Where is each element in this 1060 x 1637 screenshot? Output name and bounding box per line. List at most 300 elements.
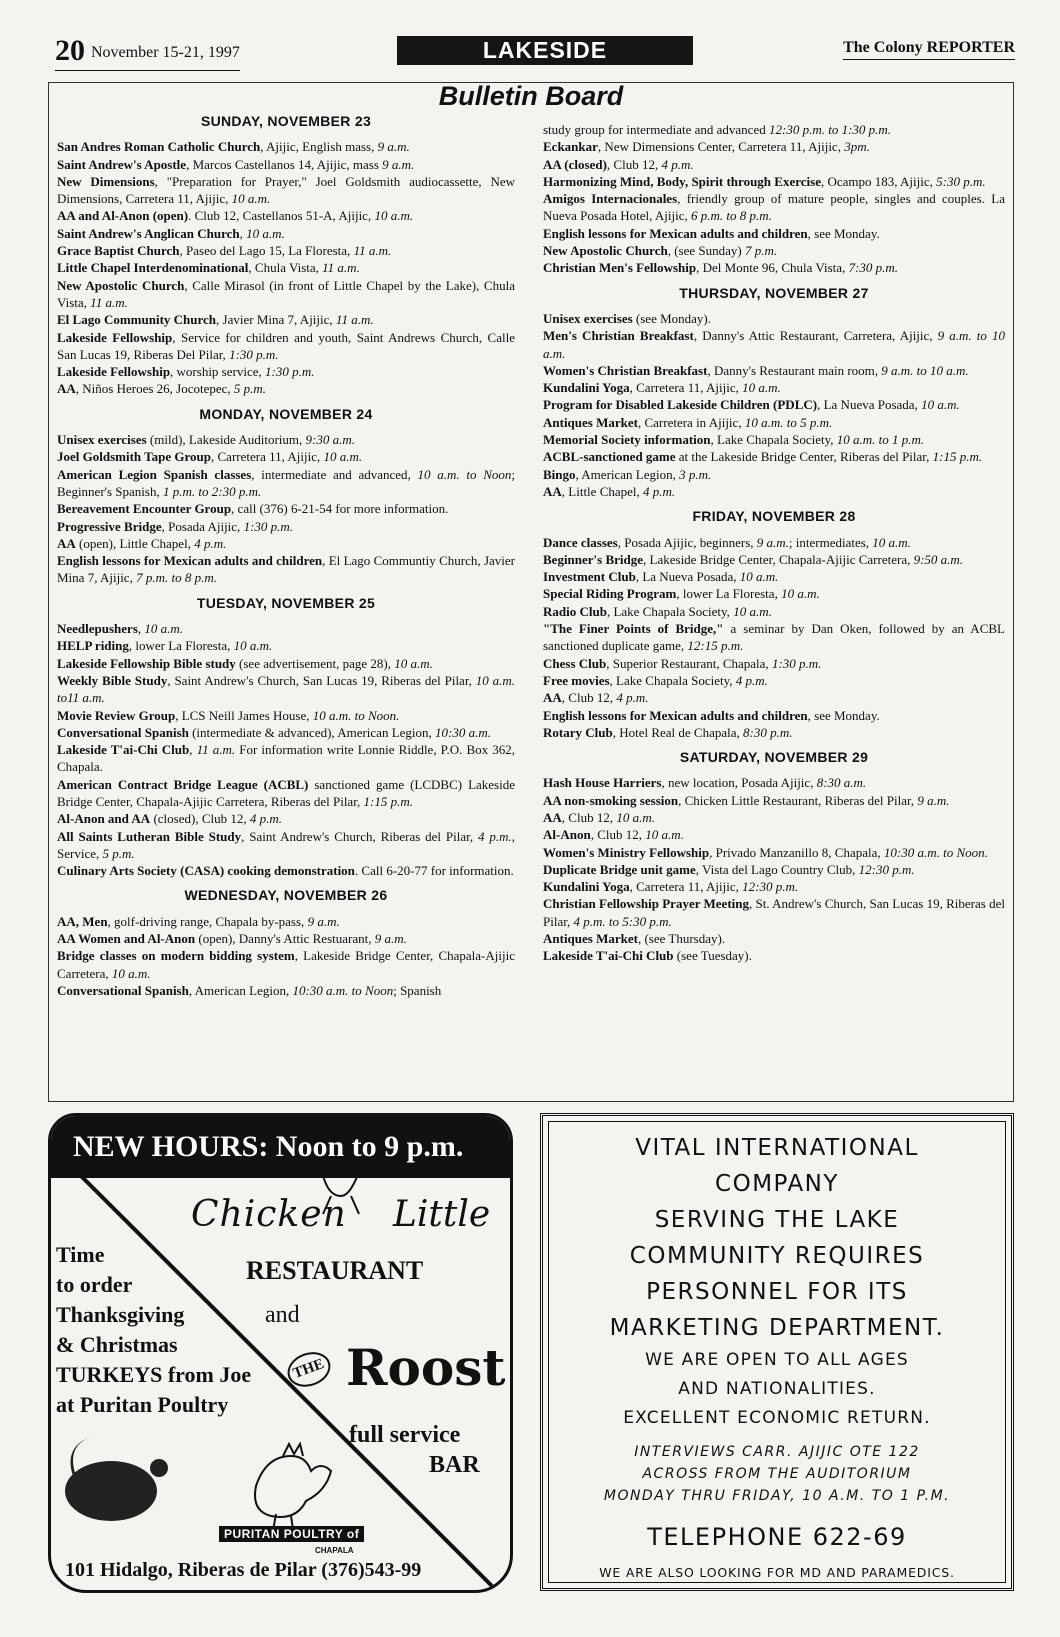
rooster-icon bbox=[255, 1444, 331, 1536]
event-details: , friendly group of mature people, singles and couples. La Nueva Posada Hotel, Ajijic, bbox=[543, 191, 1005, 224]
event-time: 10 a.m. bbox=[394, 655, 433, 671]
event-details: , Marcos Castellanos 14, Ajijic, mass bbox=[186, 156, 383, 172]
event-time: 8:30 p.m. bbox=[743, 724, 793, 740]
event-entry bbox=[57, 913, 515, 930]
event-entry bbox=[57, 828, 515, 863]
event-details: , see Monday. bbox=[807, 225, 880, 241]
event-details: , Service for children and youth, Saint Andrews Church, Calle San Lucas 19, Riberas Del Pilar, bbox=[57, 329, 515, 362]
event-entry bbox=[543, 327, 1005, 362]
event-time: 10 a.m. bbox=[921, 397, 960, 413]
event-name: Conversational Spanish bbox=[57, 724, 189, 740]
event-name: Movie Review Group bbox=[57, 707, 176, 723]
ad-body-line: EXCELLENT ECONOMIC RETURN. bbox=[623, 1408, 931, 1428]
event-name: AA bbox=[543, 483, 562, 499]
event-details: study group for intermediate and advanced bbox=[543, 122, 769, 137]
event-name: Kundalini Yoga bbox=[543, 380, 630, 396]
event-details: , intermediate and advanced, bbox=[251, 466, 418, 482]
event-extra: For information write Lonnie Riddle, P.O. Box 362, Chapala. bbox=[57, 742, 516, 775]
event-name: Program for Disabled Lakeside Children (PDLC) bbox=[543, 397, 818, 413]
day-heading: FRIDAY, NOVEMBER 28 bbox=[692, 508, 856, 525]
event-entry bbox=[57, 672, 515, 707]
event-time: 10 a.m. bbox=[374, 208, 414, 224]
ad-heading-line: COMMUNITY REQUIRES bbox=[629, 1243, 925, 1269]
event-name: Amigos Internacionales bbox=[543, 191, 678, 207]
event-details: , Ajijic, English mass, bbox=[260, 139, 378, 155]
event-entry bbox=[57, 207, 515, 224]
event-name: Men's Christian Breakfast bbox=[543, 328, 694, 344]
event-details: , New Dimensions Center, Carretera 11, Ajijic, bbox=[597, 139, 845, 155]
event-name: Antiques Market bbox=[543, 414, 638, 430]
event-name: Lakeside Fellowship bbox=[57, 364, 171, 380]
event-details: a seminar by Dan Oken, followed by an ACBL sanctioned duplicate game, bbox=[543, 621, 1005, 654]
event-entry bbox=[543, 774, 1005, 791]
event-time: 10 a.m. bbox=[742, 380, 781, 396]
event-name: Lakeside T'ai-Chi Club bbox=[543, 948, 674, 964]
event-time: 5 p.m. bbox=[233, 381, 267, 397]
event-name: Progressive Bridge bbox=[57, 518, 162, 534]
event-details: (intermediate & advanced), American Legion, bbox=[188, 724, 436, 740]
event-entry bbox=[543, 603, 1005, 620]
event-details: , (see Thursday). bbox=[637, 931, 726, 947]
ad-heading-line: COMPANY bbox=[715, 1171, 839, 1197]
event-entry bbox=[543, 707, 1005, 724]
event-time: 11 a.m. bbox=[90, 294, 128, 310]
event-entry bbox=[543, 620, 1005, 655]
event-name: Lakeside Fellowship bbox=[57, 329, 173, 345]
left-column bbox=[57, 113, 515, 999]
event-details: (see Monday). bbox=[632, 310, 711, 326]
ad-interview-line: MONDAY THRU FRIDAY, 10 A.M. TO 1 P.M. bbox=[603, 1488, 951, 1504]
chicken-little-ad bbox=[48, 1113, 513, 1593]
event-time: 10 a.m. bbox=[144, 621, 184, 637]
event-name: American Contract Bridge League (ACBL) bbox=[57, 776, 309, 792]
ad-telephone: TELEPHONE 622-69 bbox=[647, 1523, 907, 1551]
event-name: AA bbox=[543, 690, 562, 706]
event-time: 12:15 p.m. bbox=[687, 638, 744, 654]
event-entry bbox=[543, 362, 1005, 379]
event-details: , see Monday. bbox=[807, 707, 880, 723]
day-heading: SATURDAY, NOVEMBER 29 bbox=[679, 749, 869, 766]
event-details: , Lake Chapala Society, bbox=[710, 432, 837, 448]
event-entry bbox=[57, 776, 515, 811]
event-time: 10 a.m. to Noon. bbox=[312, 707, 400, 723]
event-name: HELP riding bbox=[57, 638, 129, 654]
bulletin-board bbox=[48, 82, 1014, 1102]
event-name: Christian Men's Fellowship bbox=[543, 260, 697, 276]
event-name: AA bbox=[543, 809, 562, 825]
event-time: 1 p.m. to 2:30 p.m. bbox=[162, 483, 262, 499]
event-time: 4 p.m. to 5:30 p.m. bbox=[573, 913, 672, 929]
event-details: , Club 12, bbox=[561, 809, 617, 825]
event-time: 10 a.m. bbox=[233, 638, 273, 654]
event-name: San Andres Roman Catholic Church bbox=[57, 139, 261, 155]
event-time: 1:30 p.m. bbox=[265, 364, 315, 380]
ad-footer: WE ARE ALSO LOOKING FOR MD AND PARAMEDICS. bbox=[599, 1565, 955, 1580]
restaurant-label: RESTAURANT bbox=[246, 1256, 424, 1285]
event-time: 10 a.m. to 5 p.m. bbox=[744, 414, 833, 430]
event-time: 8:30 a.m. bbox=[816, 775, 867, 791]
event-entry bbox=[57, 930, 515, 947]
event-name: Al-Anon and AA bbox=[57, 811, 151, 827]
event-details: , Vista del Lago Country Club, bbox=[695, 861, 859, 877]
event-entry bbox=[543, 242, 1005, 259]
event-time: 10 a.m. bbox=[323, 449, 363, 465]
event-time: 1:30 p.m. bbox=[771, 655, 822, 671]
event-time: 10 a.m. bbox=[733, 603, 772, 619]
event-name: Beginner's Bridge bbox=[543, 551, 644, 567]
event-time: 6 p.m. to 8 p.m. bbox=[691, 208, 772, 224]
event-details: , bbox=[137, 621, 145, 637]
event-entry bbox=[57, 620, 515, 637]
event-name: Special Riding Program bbox=[543, 586, 677, 602]
event-details: , (see Sunday) bbox=[667, 243, 745, 259]
ad-interview-line: ACROSS FROM THE AUDITORIUM bbox=[642, 1466, 912, 1482]
event-time: 4 p.m. bbox=[643, 483, 676, 499]
turkey-order-line: Thanksgiving bbox=[56, 1302, 185, 1327]
event-entry bbox=[543, 878, 1005, 895]
event-name: Women's Christian Breakfast bbox=[543, 362, 708, 378]
event-time: 11 a.m. bbox=[353, 243, 392, 259]
event-details: (see advertisement, page 28), bbox=[235, 655, 395, 671]
event-entry bbox=[57, 277, 515, 312]
turkey-order-line: Time bbox=[56, 1242, 105, 1267]
event-details: (open), Danny's Attic Restuarant, bbox=[195, 931, 375, 947]
event-entry bbox=[57, 810, 515, 827]
vital-international-ad bbox=[540, 1113, 1014, 1591]
turkey-order-text bbox=[56, 1240, 251, 1420]
event-details: at the Lakeside Bridge Center, Riberas del Pilar, bbox=[675, 449, 933, 465]
event-entry bbox=[57, 552, 515, 587]
event-entry bbox=[543, 156, 1005, 173]
event-extra: ; Beginner's Spanish, bbox=[57, 466, 516, 499]
event-name: Lakeside Fellowship Bible study bbox=[57, 655, 236, 671]
event-time: 12:30 p.m. bbox=[858, 861, 915, 877]
event-entry bbox=[543, 414, 1005, 431]
event-time: 7:30 p.m. bbox=[848, 260, 899, 276]
ad-spacer bbox=[543, 1433, 1011, 1441]
event-entry bbox=[57, 138, 515, 155]
turkey-order-line: to order bbox=[56, 1272, 133, 1297]
event-name: Free movies bbox=[543, 672, 610, 688]
event-name: Needlepushers bbox=[57, 621, 138, 637]
day-heading: MONDAY, NOVEMBER 24 bbox=[199, 405, 373, 422]
turkey-order-line: & Christmas bbox=[56, 1332, 178, 1357]
event-name: AA and Al-Anon (open) bbox=[57, 208, 189, 224]
event-time: 1:15 p.m. bbox=[363, 793, 413, 809]
event-details: , golf-driving range, Chapala by-pass, bbox=[107, 913, 308, 929]
event-time: 11 a.m. bbox=[196, 742, 236, 758]
event-time: 5 p.m. bbox=[102, 845, 135, 861]
event-time: 12:30 p.m. bbox=[742, 879, 799, 895]
event-entry bbox=[543, 534, 1005, 551]
event-extra: ; Spanish bbox=[393, 982, 442, 998]
masthead bbox=[55, 34, 1015, 68]
event-time: 10 a.m. bbox=[781, 586, 820, 602]
event-details: (open), Little Chapel, bbox=[75, 535, 195, 551]
event-entry bbox=[543, 121, 1005, 138]
event-name: Bingo bbox=[543, 466, 576, 482]
event-entry bbox=[543, 689, 1005, 706]
event-time: 9 a.m. to 10 a.m. bbox=[543, 328, 1006, 361]
event-name: Eckankar bbox=[543, 139, 598, 155]
event-details: , American Legion, bbox=[575, 466, 680, 482]
event-name: New Dimensions bbox=[57, 173, 155, 189]
event-entry bbox=[543, 672, 1005, 689]
event-name: Women's Ministry Fellowship bbox=[543, 844, 710, 860]
event-time: 9:50 a.m. bbox=[913, 551, 964, 567]
event-details: , Lakeside Bridge Center, Chapala-Ajijic Carretera, bbox=[643, 551, 914, 567]
event-details: , Carretera 11, Ajijic, bbox=[211, 449, 324, 465]
ad-interview-line: INTERVIEWS CARR. AJIJIC OTE 122 bbox=[634, 1444, 920, 1460]
event-time: 4 p.m. bbox=[194, 535, 227, 551]
event-time: 1:30 p.m. bbox=[243, 518, 294, 534]
event-details: , Lakeside Bridge Center, Chapala-Ajijic Carretera, bbox=[57, 948, 515, 981]
event-name: Christian Fellowship Prayer Meeting bbox=[543, 896, 749, 912]
event-time: 9 a.m. bbox=[374, 931, 407, 947]
event-time: 10:30 a.m. bbox=[435, 724, 491, 740]
event-entry bbox=[57, 535, 515, 552]
event-entry bbox=[543, 792, 1005, 809]
event-details: , Paseo del Lago 15, La Floresta, bbox=[179, 243, 354, 259]
event-entry bbox=[57, 156, 515, 173]
event-details: , lower La Floresta, bbox=[128, 638, 234, 654]
event-name: American Legion Spanish classes bbox=[57, 466, 252, 482]
and-label: and bbox=[265, 1302, 300, 1328]
event-time: 9 a.m. bbox=[377, 139, 410, 155]
event-name: English lessons for Mexican adults and children bbox=[57, 553, 323, 569]
event-name: Grace Baptist Church bbox=[57, 243, 180, 259]
event-name: Saint Andrew's Apostle bbox=[57, 156, 187, 172]
event-name: Unisex exercises bbox=[57, 432, 147, 448]
event-time: 9 a.m. bbox=[307, 913, 340, 929]
event-details: , St. Andrew's Church, San Lucas 19, Riberas del Pilar, bbox=[543, 896, 1005, 929]
event-details: , Ocampo 183, Ajijic, bbox=[820, 173, 937, 189]
event-name: Bereavement Encounter Group bbox=[57, 501, 232, 517]
event-time: 10 a.m. bbox=[645, 827, 684, 843]
event-details: , call (376) 6-21-54 for more information. bbox=[231, 501, 449, 517]
event-name: Bridge classes on modern bidding system bbox=[57, 948, 295, 964]
event-entry bbox=[57, 741, 515, 776]
event-details: , American Legion, bbox=[188, 982, 293, 998]
event-details: , bbox=[239, 225, 247, 241]
event-entry bbox=[57, 982, 515, 999]
event-name: Memorial Society information bbox=[543, 432, 711, 448]
event-entry bbox=[57, 259, 515, 276]
event-name: Little Chapel Interdenominational bbox=[57, 260, 249, 276]
event-entry bbox=[57, 431, 515, 448]
event-time: 10 a.m. to11 a.m. bbox=[57, 672, 516, 706]
event-name: AA bbox=[57, 381, 76, 397]
ad-body-line: WE ARE OPEN TO ALL AGES bbox=[645, 1350, 909, 1370]
event-time: 5:30 p.m. bbox=[936, 173, 986, 189]
event-name: Investment Club bbox=[543, 569, 636, 585]
event-details: , Club 12, bbox=[561, 690, 617, 706]
ad-spacer bbox=[543, 1116, 1011, 1130]
event-entry bbox=[543, 724, 1005, 741]
event-details: , La Nueva Posada, bbox=[635, 569, 740, 585]
event-details: , Privado Manzanillo 8, Chapala, bbox=[709, 844, 884, 860]
event-details: , Del Monte 96, Chula Vista, bbox=[696, 260, 849, 276]
event-name: Lakeside T'ai-Chi Club bbox=[57, 742, 190, 758]
event-name: AA (closed) bbox=[543, 156, 607, 172]
event-details: , Posada Ajijic, beginners, bbox=[617, 534, 757, 550]
event-name: Culinary Arts Society (CASA) cooking demonstration bbox=[57, 863, 355, 879]
event-details: , worship service, bbox=[170, 364, 265, 380]
event-entry bbox=[57, 655, 515, 672]
event-details: . Club 12, Castellanos 51-A, Ajijic, bbox=[188, 208, 375, 224]
turkey-order-line: TURKEYS from Joe bbox=[56, 1362, 252, 1387]
event-name: Weekly Bible Study bbox=[57, 672, 168, 688]
event-entry bbox=[543, 947, 1005, 964]
event-details: , Superior Restaurant, Chapala, bbox=[606, 655, 772, 671]
event-entry bbox=[57, 173, 515, 208]
turkey-order-line: at Puritan Poultry bbox=[56, 1392, 229, 1417]
event-entry bbox=[57, 311, 515, 328]
event-details: , Posada Ajijic, bbox=[161, 518, 244, 534]
page-header-left bbox=[55, 34, 240, 71]
event-details: , Carretera in Ajijic, bbox=[637, 414, 745, 430]
event-name: Hash House Harriers bbox=[543, 775, 662, 791]
right-column bbox=[543, 121, 1005, 965]
event-details: (mild), Lakeside Auditorium, bbox=[146, 432, 306, 448]
event-entry bbox=[57, 707, 515, 724]
ad-address: 101 Hidalgo, Riberas de Pilar (376)543-99 bbox=[65, 1559, 422, 1581]
event-name: All Saints Lutheran Bible Study bbox=[57, 828, 242, 844]
event-name: Antiques Market bbox=[543, 931, 638, 947]
event-time: 9 a.m. bbox=[756, 534, 789, 550]
event-entry bbox=[543, 466, 1005, 483]
event-details: sanctioned game (LCDBC) Lakeside Bridge Center, Chapala-Ajijic Carretera, Riberas del Pilar, bbox=[57, 776, 515, 809]
event-name: Duplicate Bridge unit game bbox=[543, 861, 696, 877]
event-entry bbox=[543, 551, 1005, 568]
event-entry bbox=[57, 448, 515, 465]
day-heading: SUNDAY, NOVEMBER 23 bbox=[200, 113, 372, 129]
event-time: 10:30 a.m. to Noon bbox=[292, 982, 394, 998]
event-time: 10 a.m. bbox=[231, 191, 271, 207]
event-details: , Carretera 11, Ajijic, bbox=[629, 879, 743, 895]
event-entry bbox=[57, 500, 515, 517]
event-name: AA bbox=[57, 535, 76, 551]
event-entry bbox=[57, 225, 515, 242]
event-time: 11 a.m. bbox=[335, 312, 374, 328]
event-time: 4 p.m. bbox=[661, 156, 694, 172]
day-heading: TUESDAY, NOVEMBER 25 bbox=[196, 594, 376, 611]
event-time: 10 a.m. bbox=[739, 569, 779, 585]
page-number: 20 bbox=[55, 34, 85, 67]
event-details: , bbox=[189, 742, 197, 758]
day-heading: WEDNESDAY, NOVEMBER 26 bbox=[184, 887, 388, 904]
event-name: Chess Club bbox=[543, 655, 607, 671]
event-name: Radio Club bbox=[543, 603, 607, 619]
event-entry bbox=[543, 379, 1005, 396]
event-details: , new location, Posada Ajijic, bbox=[661, 775, 817, 791]
event-details: , Little Chapel, bbox=[561, 483, 644, 499]
event-time: 4 p.m. bbox=[249, 811, 282, 827]
event-entry bbox=[57, 363, 515, 380]
event-time: 1:30 p.m. bbox=[229, 346, 279, 362]
puritan-poultry-location: CHAPALA bbox=[315, 1546, 354, 1555]
event-entry bbox=[543, 568, 1005, 585]
event-entry bbox=[57, 380, 515, 397]
event-entry bbox=[543, 585, 1005, 602]
event-name: Dance classes bbox=[543, 534, 618, 550]
event-time: 4 p.m. bbox=[735, 672, 768, 688]
ad-heading-line: SERVING THE LAKE bbox=[654, 1207, 900, 1233]
event-time: 9 a.m. to 10 a.m. bbox=[881, 362, 969, 378]
event-entry bbox=[57, 947, 515, 982]
event-name: ACBL-sanctioned game bbox=[543, 449, 676, 465]
event-time: 10 a.m. bbox=[111, 965, 151, 981]
event-name: English lessons for Mexican adults and children bbox=[543, 225, 808, 241]
event-name: Joel Goldsmith Tape Group bbox=[57, 449, 211, 465]
bulletin-board-title: Bulletin Board bbox=[438, 81, 624, 111]
event-time: 10:30 a.m. to Noon. bbox=[883, 844, 988, 860]
bar-label: BAR bbox=[429, 1452, 480, 1478]
event-details: , Danny's Attic Restaurant, Carretera, Ajijic, bbox=[693, 328, 938, 344]
event-entry bbox=[57, 724, 515, 741]
event-time: 10 a.m. to 1 p.m. bbox=[836, 432, 925, 448]
event-extra: ; intermediates, bbox=[788, 534, 873, 550]
event-entry bbox=[543, 483, 1005, 500]
event-entry bbox=[543, 259, 1005, 276]
event-name: Al-Anon bbox=[543, 827, 591, 843]
event-details: , El Lago Communtiy Church, Javier Mina 7, Ajijic, bbox=[57, 553, 515, 586]
event-entry bbox=[543, 310, 1005, 327]
event-details: , Chicken Little Restaurant, Riberas del Pilar, bbox=[678, 792, 918, 808]
turkey-icon bbox=[65, 1436, 168, 1521]
event-entry bbox=[543, 431, 1005, 448]
event-details: (closed), Club 12, bbox=[150, 811, 250, 827]
event-details: , Saint Andrew's Church, San Lucas 19, Riberas del Pilar, bbox=[167, 672, 476, 688]
event-name: AA non-smoking session bbox=[543, 792, 679, 808]
event-time: 4 p.m. bbox=[616, 690, 649, 706]
event-name: Kundalini Yoga bbox=[543, 879, 630, 895]
event-time: 10 a.m. bbox=[616, 809, 655, 825]
event-details: , Hotel Real de Chapala, bbox=[612, 724, 744, 740]
event-time: 11 a.m. bbox=[322, 260, 360, 276]
event-details: , Carretera 11, Ajijic, bbox=[629, 380, 743, 396]
event-entry bbox=[57, 862, 515, 879]
event-time: 7 p.m. bbox=[744, 243, 778, 259]
event-time: 9 a.m. bbox=[382, 156, 415, 172]
event-time: 12:30 p.m. to 1:30 p.m. bbox=[768, 122, 892, 137]
event-entry bbox=[543, 448, 1005, 465]
event-name: El Lago Community Church bbox=[57, 312, 217, 328]
puritan-poultry-badge: PURITAN POULTRY of bbox=[219, 1526, 364, 1542]
event-time: 1:15 p.m. bbox=[932, 449, 983, 465]
event-entry bbox=[57, 637, 515, 654]
brand-little: Little bbox=[393, 1194, 491, 1235]
event-name: "The Finer Points of Bridge," bbox=[543, 621, 724, 637]
event-time: 4 p.m. bbox=[478, 828, 512, 844]
event-entry bbox=[543, 861, 1005, 878]
event-entry bbox=[543, 826, 1005, 843]
ad-body-line: AND NATIONALITIES. bbox=[678, 1379, 876, 1399]
event-entry bbox=[57, 329, 515, 364]
event-entry bbox=[543, 138, 1005, 155]
event-details: , Chula Vista, bbox=[248, 260, 323, 276]
event-details: , lower La Floresta, bbox=[676, 586, 782, 602]
ad-heading-line: VITAL INTERNATIONAL bbox=[635, 1135, 919, 1161]
event-entry bbox=[543, 930, 1005, 947]
event-details: , Danny's Restaurant main room, bbox=[707, 362, 882, 378]
section-banner: LAKESIDE bbox=[397, 36, 693, 65]
event-details: , Lake Chapala Society, bbox=[609, 672, 736, 688]
event-time: 3 p.m. bbox=[679, 466, 712, 482]
event-name: Unisex exercises bbox=[543, 310, 633, 326]
event-details: , LCS Neill James House, bbox=[175, 707, 313, 723]
ad-heading-line: MARKETING DEPARTMENT. bbox=[609, 1315, 945, 1341]
